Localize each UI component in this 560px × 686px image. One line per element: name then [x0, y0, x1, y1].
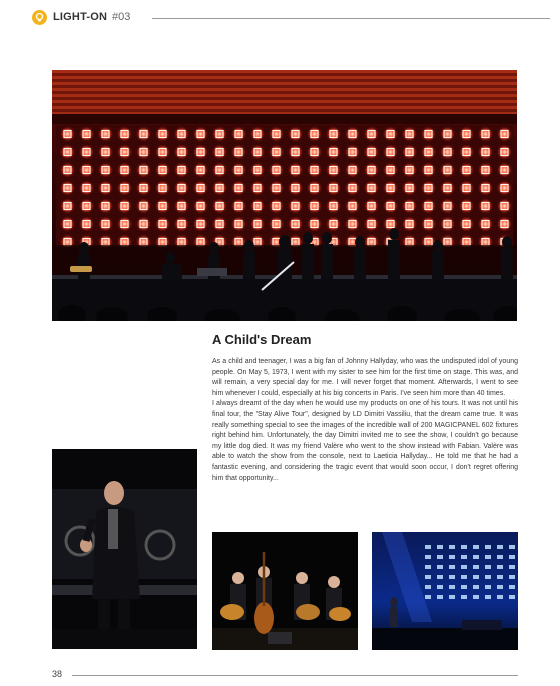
lightbulb-icon	[32, 10, 47, 25]
page-header	[32, 10, 520, 28]
concert-stage-illustration	[52, 70, 517, 321]
acoustic-illustration	[212, 532, 358, 650]
article-body	[212, 357, 518, 484]
acoustic-musicians-photo	[212, 532, 358, 650]
article-title: A Child's Dream	[212, 332, 312, 347]
blue-lit-stage-photo	[372, 532, 518, 650]
singer-illustration	[52, 449, 197, 649]
magazine-title: LIGHT-ON	[53, 11, 108, 23]
singer-on-stage-photo	[52, 449, 197, 649]
blue-stage-illustration	[372, 532, 518, 650]
footer-divider	[72, 675, 518, 676]
issue-number: #03	[112, 11, 131, 23]
header-divider	[152, 18, 550, 19]
article-paragraph-2: I always dreamt of the day when he would use my products on one of his tours. It was not until his final tour, the "Stay Alive Tour", designed by LD Dimitri Vassiliu, that the dream came true. It was really something special to see the images of the incredible wall of 200 MAGICPANEL 602 fixtures right behind him. Unfortunately, the day Dimitri invited me to see the show, I couldn't go because my little dog died. It was my friend Valère who went to the show instead with Fabian. Valère was able to watch the show from the console, next to Laeticia Hallyday... He told me that he had a fantastic evening, and considering the tragic event that would soon occur, I don't regret offering him that opportunity...	[212, 400, 518, 482]
article-paragraph-1: As a child and teenager, I was a big fan of Johnny Hallyday, who was the undisputed idol of young people. On May 5, 1973, I went with my sister to see him for the first time on stage. This was, and will remain, a very special day for me. I will never forget that moment. Afterwards, I went to see him whenever I could, especially at his big concerts in Paris. I've seen him more than 40 times.	[212, 358, 518, 397]
hero-concert-photo	[52, 70, 517, 321]
page-number: 38	[52, 669, 63, 679]
